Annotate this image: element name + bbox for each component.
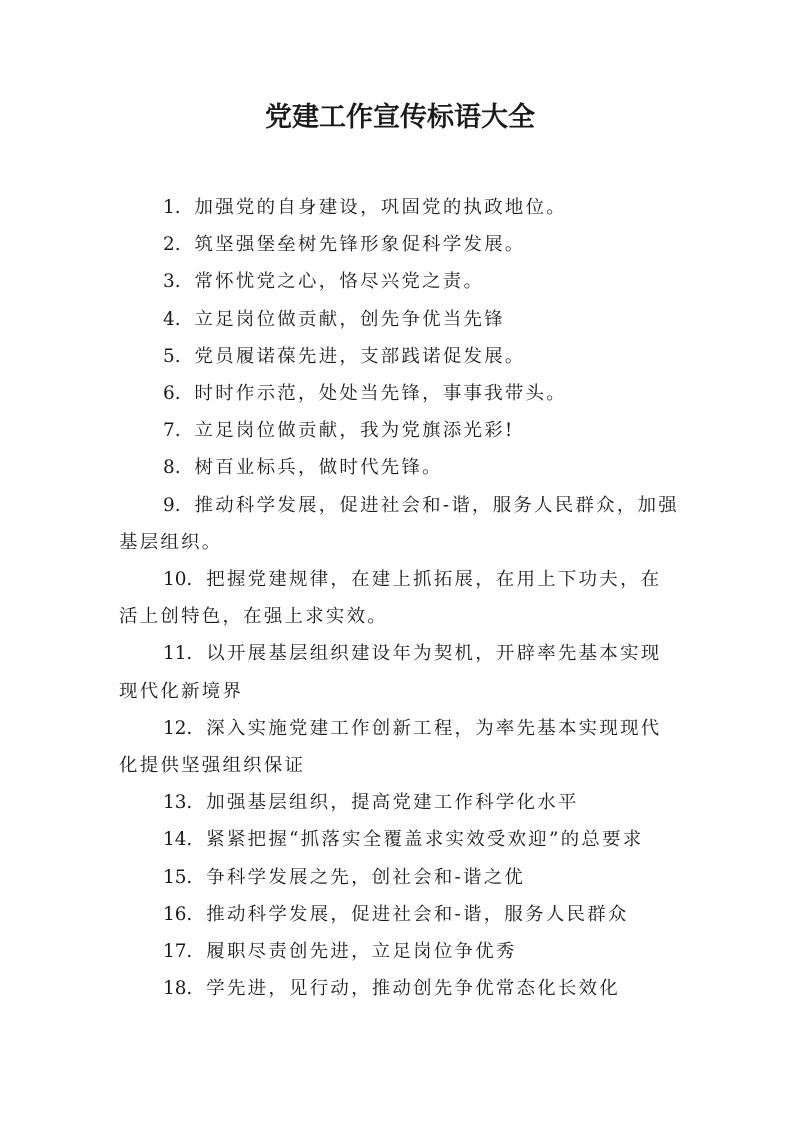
slogan-text: 立足岗位做贡献，我为党旗添光彩! (194, 420, 515, 442)
slogan-number: 4. (163, 308, 181, 330)
slogan-text: 常怀忧党之心，恪尽兴党之责。 (194, 271, 485, 293)
slogan-item (119, 784, 681, 821)
slogan-item (119, 449, 681, 486)
slogan-item (119, 970, 681, 1007)
slogan-text: 党员履诺葆先进，支部践诺促发展。 (194, 345, 526, 367)
slogan-text: 加强党的自身建设，巩固党的执政地位。 (194, 197, 567, 218)
slogan-item (119, 896, 681, 933)
slogan-text: 立足岗位做贡献，创先争优当先锋 (194, 308, 505, 330)
slogan-text: 推动科学发展，促进社会和-谐，服务人民群众 (206, 903, 629, 925)
slogan-text: 学先进，见行动，推动创先争优常态化长效化 (206, 978, 621, 1000)
slogan-number: 8. (163, 457, 181, 479)
slogan-item (119, 375, 681, 412)
slogan-number: 12. (163, 717, 193, 739)
slogan-text: 加强基层组织，提高党建工作科学化水平 (206, 792, 579, 814)
slogan-list (119, 189, 681, 1007)
slogan-item (119, 561, 681, 635)
slogan-text: 把握党建规律，在建上抓拓展，在用上下功夫，在活上创特色，在强上求实效。 (119, 569, 662, 628)
slogan-item (119, 710, 681, 784)
slogan-text: 争科学发展之先，创社会和-谐之优 (206, 866, 526, 888)
slogan-number: 14. (163, 829, 193, 851)
slogan-item (119, 338, 681, 375)
slogan-text: 以开展基层组织建设年为契机，开辟率先基本实现现代化新境界 (119, 643, 662, 702)
slogan-item (119, 263, 681, 300)
slogan-number: 6. (163, 383, 181, 405)
slogan-text: 深入实施党建工作创新工程，为率先基本实现现代化提供坚强组织保证 (119, 717, 662, 777)
slogan-number: 9. (163, 494, 181, 516)
slogan-item (119, 412, 681, 449)
slogan-text: 紧紧把握“抓落实全覆盖求实效受欢迎”的总要求 (206, 829, 644, 851)
slogan-number: 17. (163, 941, 193, 963)
slogan-number: 2. (163, 234, 181, 256)
slogan-item (119, 487, 681, 561)
slogan-number: 18. (163, 978, 193, 1000)
slogan-number: 11. (163, 643, 193, 665)
slogan-number: 3. (163, 271, 181, 293)
slogan-number: 7. (163, 420, 181, 442)
slogan-text: 时时作示范，处处当先锋，事事我带头。 (194, 383, 567, 405)
slogan-text: 筑坚强堡垒树先锋形象促科学发展。 (194, 234, 526, 256)
slogan-number: 10. (163, 569, 193, 591)
slogan-text: 树百业标兵，做时代先锋。 (194, 457, 443, 479)
slogan-number: 16. (163, 903, 193, 925)
slogan-item (119, 635, 681, 709)
slogan-item (119, 933, 681, 970)
slogan-item (119, 226, 681, 263)
slogan-item (119, 821, 681, 858)
slogan-number: 1. (163, 197, 181, 218)
slogan-number: 5. (163, 345, 181, 367)
slogan-item (119, 189, 681, 226)
document-title: 党建工作宣传标语大全 (265, 102, 535, 133)
slogan-item (119, 859, 681, 896)
slogan-text: 履职尽责创先进，立足岗位争优秀 (206, 941, 517, 963)
slogan-text: 推动科学发展，促进社会和-谐，服务人民群众，加强基层组织。 (119, 494, 679, 553)
slogan-item (119, 301, 681, 338)
slogan-number: 15. (163, 866, 193, 888)
slogan-number: 13. (163, 792, 193, 814)
